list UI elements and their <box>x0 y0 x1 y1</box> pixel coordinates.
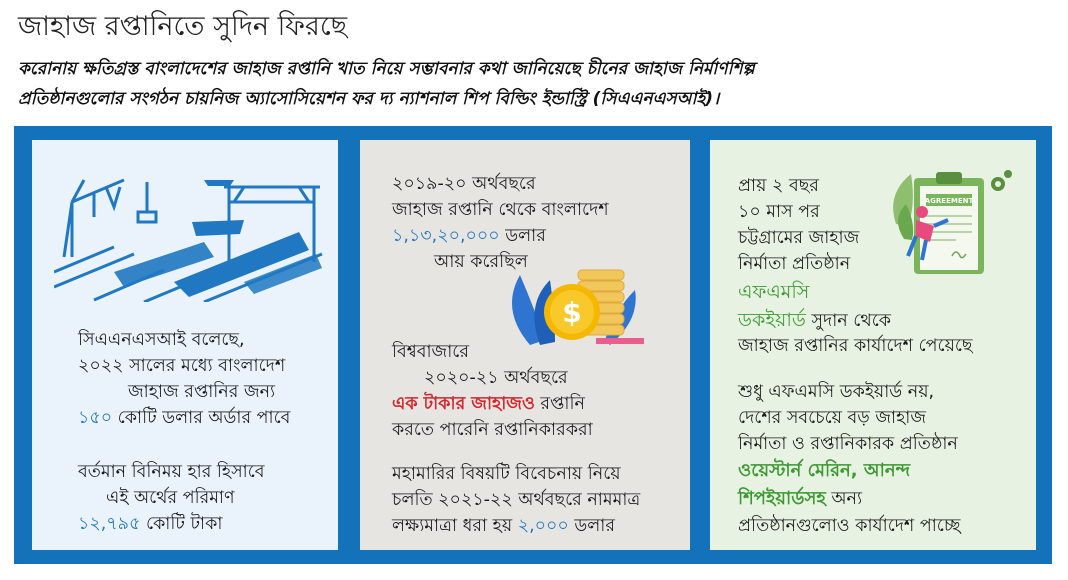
panel-work-orders <box>710 140 1036 550</box>
middle-text-8: করতে পারেনি রপ্তানিকারকরা <box>392 420 593 440</box>
panel-shipyard <box>32 140 338 550</box>
middle-text-6: ২০২০-২১ অর্থবছরে <box>424 368 568 388</box>
right-text-6-rest: সুদান থেকে <box>811 311 891 331</box>
right-text-10: নির্মাতা ও রপ্তানিকারক প্রতিষ্ঠান <box>738 434 958 454</box>
right-text-4: নির্মাতা প্রতিষ্ঠান <box>738 254 851 274</box>
middle-value-target: ২,০০০ <box>517 516 569 536</box>
left-text-4 <box>78 406 290 431</box>
left-text-7 <box>78 512 222 537</box>
intro-text <box>18 54 1048 114</box>
right-text-8: শুধু এফএমসি ডকইয়ার্ড নয়, <box>738 382 935 402</box>
shipyard-icon <box>54 162 326 302</box>
coins-icon <box>500 250 650 355</box>
intro-line-2: প্রতিষ্ঠানগুলোর সংগঠন চায়নিজ অ্যাসোসিয়েশন ফর দ্য ন্যাশনাল শিপ বিল্ডিং ইন্ডাস্ট্রি (সিএএনএসআই)। <box>18 89 720 109</box>
agreement-clipboard-icon <box>886 164 1016 284</box>
right-text-12 <box>738 486 862 512</box>
right-value-months: ১০ মাস <box>738 202 793 222</box>
svg-text:$: $ <box>562 296 582 329</box>
right-text-2-rest: পর <box>798 202 820 222</box>
right-text-13: প্রতিষ্ঠানগুলোও কার্যাদেশ পাচ্ছে <box>738 516 961 536</box>
right-text-9: দেশের সবচেয়ে বড় জাহাজ <box>738 408 927 428</box>
left-text-5: বর্তমান বিনিময় হার হিসাবে <box>78 462 265 482</box>
headline: জাহাজ রপ্তানিতে সুদিন ফিরছে <box>18 11 348 42</box>
left-text-1: সিএএনএসআই বলেছে, <box>78 330 245 350</box>
right-value-fmc: এফএমসি <box>738 281 810 303</box>
middle-text-3 <box>392 224 546 249</box>
middle-text-11-a: লক্ষ্যমাত্রা ধরা হয় <box>392 516 513 536</box>
right-value-shipyards: শিপইয়ার্ডসহ <box>738 488 826 509</box>
middle-text-11-unit: ডলার <box>574 516 616 536</box>
middle-text-1: ২০১৯-২০ অর্থবছরে <box>392 174 536 194</box>
panel-export-income <box>360 140 690 550</box>
right-text-12-rest: অন্য <box>831 489 863 509</box>
middle-text-10: চলতি ২০২১-২২ অর্থবছরে নামমাত্র <box>392 490 641 510</box>
left-text-7-rest: কোটি টাকা <box>145 514 223 534</box>
right-text-7: জাহাজ রপ্তানির কার্যাদেশ পেয়েছে <box>738 336 973 356</box>
middle-text-7 <box>392 392 585 417</box>
middle-value-zero-export: এক টাকার জাহাজও <box>392 394 535 414</box>
left-value-order: ১৫০ <box>78 408 113 428</box>
right-text-2 <box>738 200 820 225</box>
infographic-frame <box>14 126 1052 564</box>
right-value-dockyard: ডকইয়ার্ড <box>738 309 806 331</box>
right-value-western-marine: ওয়েস্টার্ন মেরিন, আনন্দ <box>738 460 911 481</box>
right-text-6 <box>738 308 891 334</box>
middle-text-9: মহামারির বিষয়টি বিবেচনায় নিয়ে <box>392 464 621 484</box>
left-value-taka: ১২,৭৯৫ <box>78 514 141 534</box>
middle-text-5: বিশ্ববাজারে <box>392 342 469 362</box>
left-text-6: এই অর্থের পরিমাণ <box>106 488 235 508</box>
middle-text-4: আয় করেছিল <box>434 252 528 272</box>
middle-text-2: জাহাজ রপ্তানি থেকে বাংলাদেশ <box>392 200 609 220</box>
middle-text-3-rest: ডলার <box>505 226 546 246</box>
right-text-1: প্রায় ২ বছর <box>738 176 819 196</box>
middle-value-income: ১,১৩,২০,০০০ <box>392 226 500 246</box>
left-text-4-rest: কোটি ডলার অর্ডার পাবে <box>117 408 291 428</box>
left-text-3: জাহাজ রপ্তানির জন্য <box>128 382 276 402</box>
middle-text-11 <box>392 514 615 539</box>
right-text-3: চট্টগ্রামের জাহাজ <box>738 228 860 248</box>
left-text-2: ২০২২ সালের মধ্যে বাংলাদেশ <box>78 356 286 376</box>
intro-line-1: করোনায় ক্ষতিগ্রস্ত বাংলাদেশের জাহাজ রপ্তানি খাত নিয়ে সম্ভাবনার কথা জানিয়েছে চীনের জাহাজ নির্মাণশিল্প <box>18 59 755 79</box>
middle-text-7-rest: রপ্তানি <box>540 394 585 414</box>
agreement-label: AGREEMENT <box>924 197 974 205</box>
